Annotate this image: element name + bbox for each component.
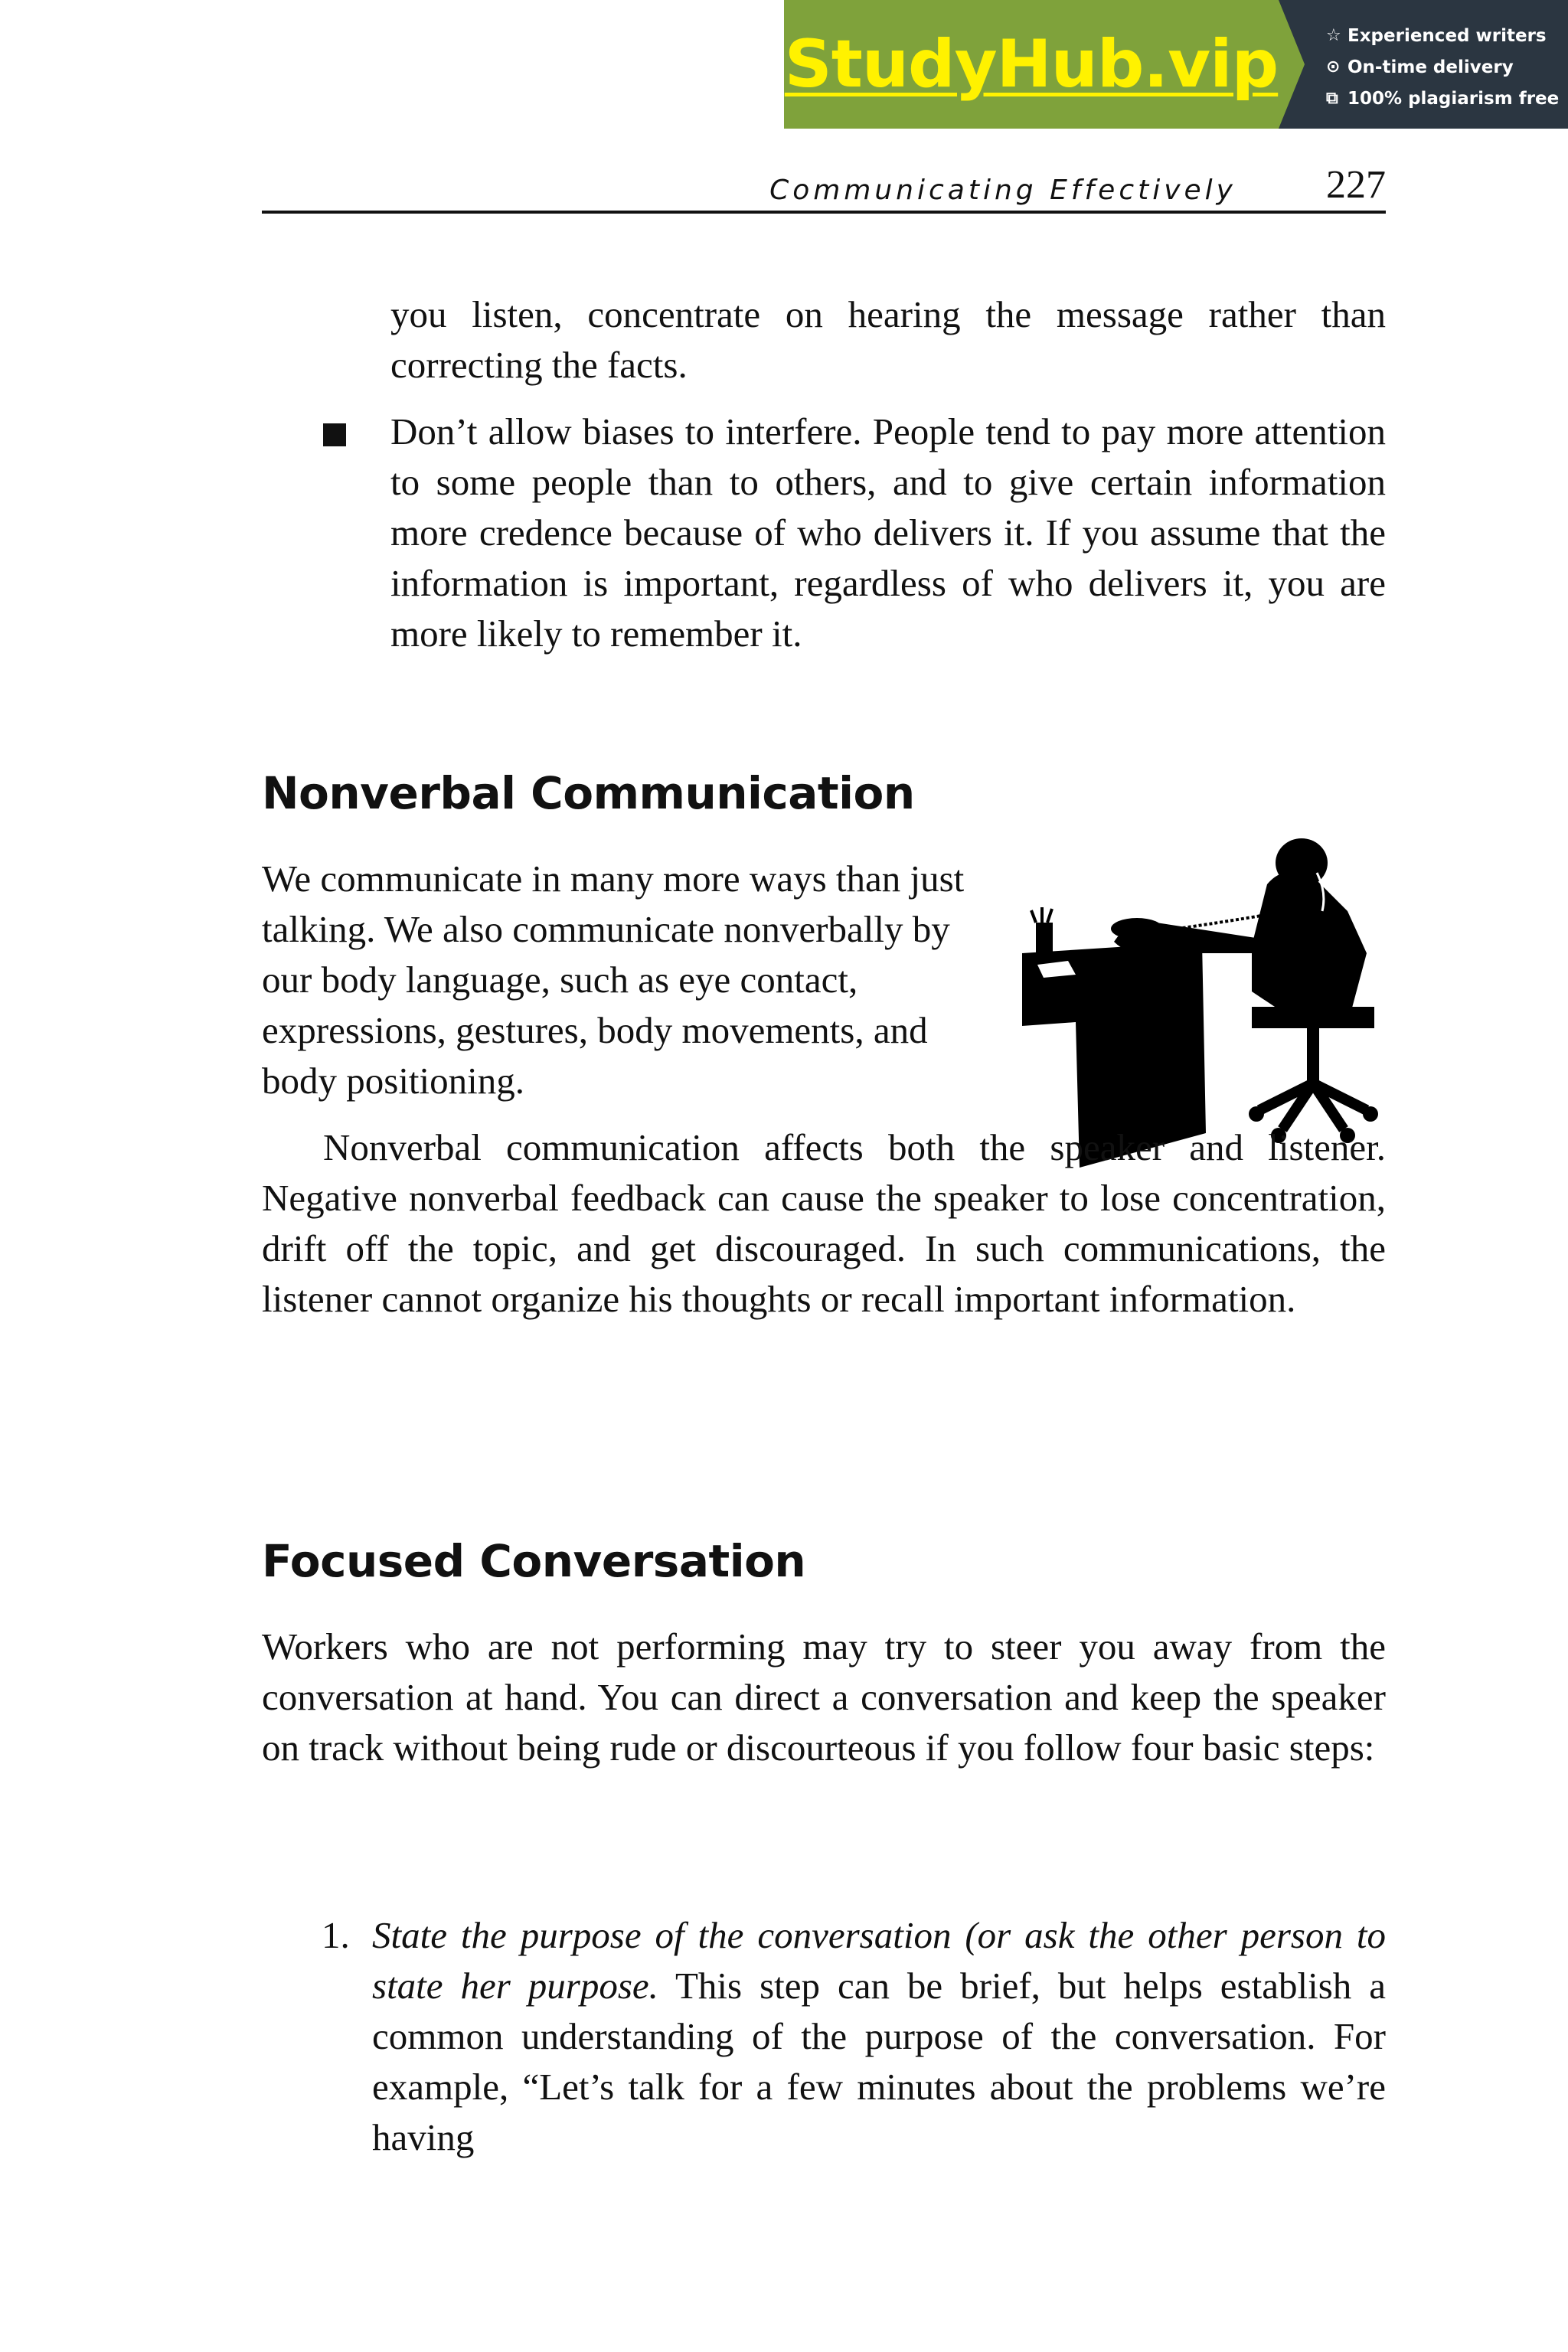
copy-icon: ⧉ — [1326, 89, 1338, 108]
feature-label: Experienced writers — [1348, 25, 1547, 46]
focused-paragraph — [262, 1622, 1386, 1773]
studyhub-banner[interactable] — [784, 0, 1568, 129]
nonverbal-paragraph-2 — [262, 1122, 1386, 1325]
clock-icon: ⊙ — [1326, 57, 1341, 77]
bullet-paragraph — [390, 407, 1386, 659]
studyhub-logo[interactable] — [784, 0, 1279, 129]
focused-paragraph-text: Workers who are not performing may try to steer you away from the conversation at hand. You can direct a conversation and keep the speaker on track without being rude or discourteous if you follow four basic steps: — [262, 1625, 1386, 1769]
running-header — [262, 157, 1386, 214]
continued-paragraph — [390, 289, 1386, 390]
list-item-1-text — [372, 1910, 1386, 2163]
nonverbal-paragraph-1-text: We communicate in many more ways than just talking. We also communicate nonverbally by our body language, such as eye contact, expressions, gestures, body movements, and body positioning. — [262, 858, 965, 1102]
heading-focused-conversation: Focused Conversation — [262, 1535, 806, 1587]
feature-experienced-writers — [1326, 20, 1568, 51]
feature-plagiarism-free — [1326, 83, 1568, 114]
logo-text: StudyHub.vip — [784, 26, 1279, 103]
running-title: Communicating Effectively — [769, 175, 1236, 206]
list-item-1-rest: This step can be brief, but helps establish a common understanding of the purpose of the conversation. For example, “Let’s talk for a few minutes about the problems we’re having — [372, 1965, 1386, 2158]
star-icon: ☆ — [1326, 26, 1341, 45]
square-bullet-icon — [323, 423, 346, 446]
banner-features — [1279, 0, 1568, 129]
continued-paragraph-text: you listen, concentrate on hearing the message rather than correcting the facts. — [390, 293, 1386, 386]
feature-label: On-time delivery — [1348, 57, 1514, 77]
list-number: 1. — [322, 1914, 350, 1956]
bullet-paragraph-text: Don’t allow biases to interfere. People tend to pay more attention to some people than to others, and to give certain information more credence because of who delivers it. If you assume that the information is important, regardless of who delivers it, you are more likely to remember it. — [390, 410, 1386, 655]
list-item-1 — [372, 1910, 1386, 2163]
nonverbal-paragraph-2-text: Nonverbal communication affects both the speaker and listener. Negative nonverbal feedback can cause the speaker to lose concentration, drift off the topic, and get discouraged. In such communications, the listener cannot organize his thoughts or recall important information. — [262, 1126, 1386, 1320]
page-number: 227 — [1326, 163, 1386, 207]
nonverbal-paragraph-1 — [262, 854, 974, 1106]
list-item-1-italic: State the purpose of the conversation (or ask the other person to state her purpose. — [372, 1914, 1386, 2007]
feature-label: 100% plagiarism free — [1348, 88, 1560, 109]
heading-nonverbal-communication: Nonverbal Communication — [262, 767, 915, 819]
feature-on-time-delivery — [1326, 51, 1568, 83]
